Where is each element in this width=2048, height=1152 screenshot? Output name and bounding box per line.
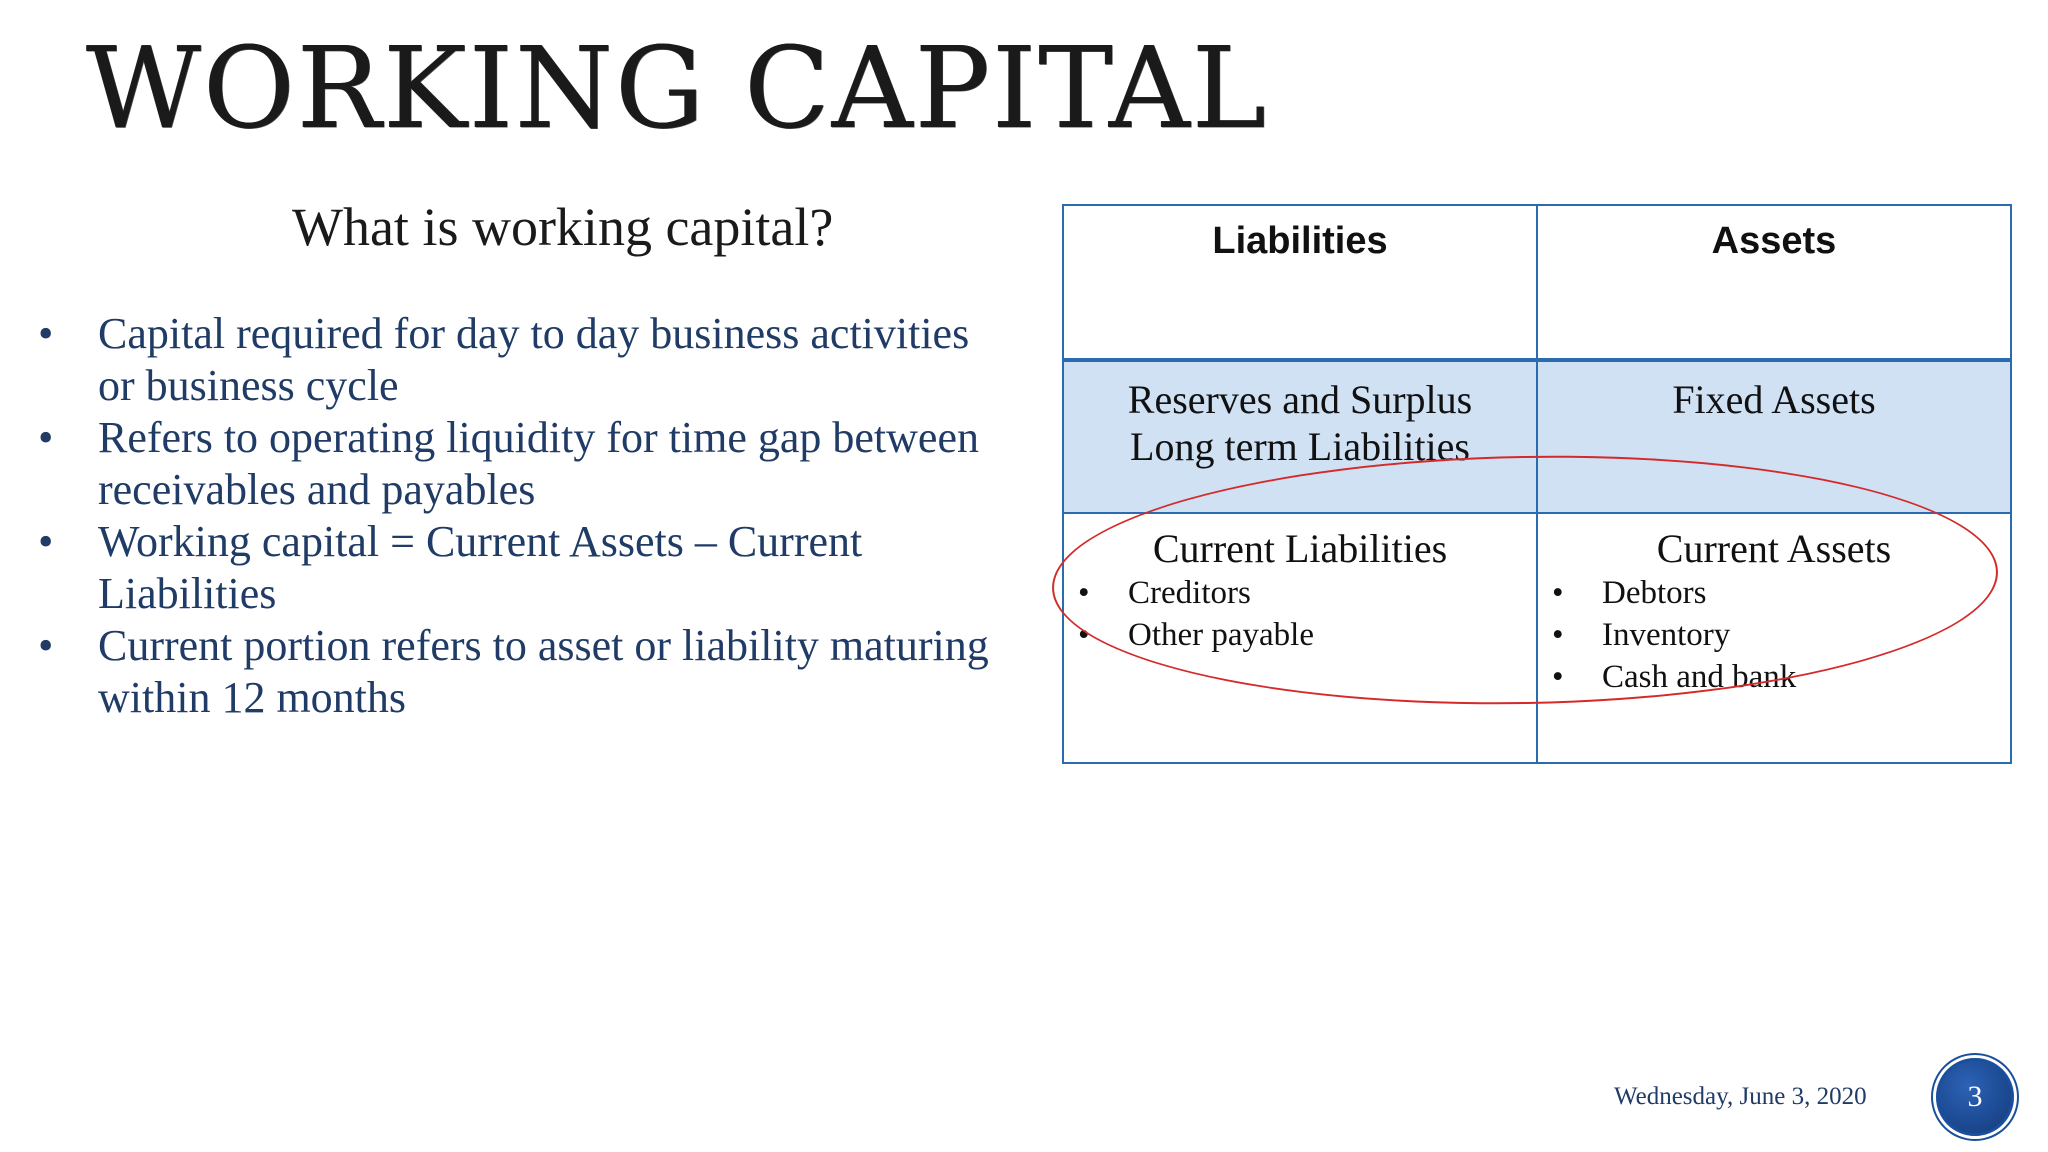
bullet-dot: • — [1078, 575, 1090, 611]
bullet-dot: • — [1552, 575, 1564, 611]
current-assets-list — [1538, 572, 2010, 698]
list-item — [1064, 614, 1536, 656]
bullet-dot: • — [38, 517, 54, 566]
bullet-item — [30, 516, 1010, 620]
table-row-current — [1063, 513, 2011, 763]
current-liabilities-list — [1064, 572, 1536, 656]
bullet-dot: • — [1552, 659, 1564, 695]
page-title: WORKING CAPITAL — [86, 24, 1269, 154]
long-term-liabilities-label: Long term Liabilities — [1130, 424, 1470, 469]
page-number-badge — [1936, 1058, 2014, 1136]
current-liabilities-title: Current Liabilities — [1152, 526, 1448, 571]
bullet-text: Working capital = Current Assets – Current Liabilities — [98, 517, 863, 618]
footer-date: Wednesday, June 3, 2020 — [1614, 1083, 1867, 1110]
list-item-text: Inventory — [1602, 617, 1731, 653]
list-item-text: Cash and bank — [1602, 659, 1797, 695]
header-liabilities: Liabilities — [1063, 205, 1537, 360]
page-number: 3 — [1967, 1080, 1983, 1113]
cell-fixed-assets — [1537, 360, 2011, 513]
list-item — [1538, 656, 2010, 698]
bullet-item — [30, 620, 1010, 724]
list-item-text: Other payable — [1128, 617, 1314, 653]
bullet-dot: • — [38, 621, 54, 670]
bullet-text: Current portion refers to asset or liability maturing within 12 months — [98, 621, 989, 722]
reserves-and-surplus-label: Reserves and Surplus — [1127, 377, 1473, 422]
current-assets-title: Current Assets — [1656, 526, 1892, 571]
cell-current-liabilities — [1063, 513, 1537, 763]
slide-question: What is working capital? — [292, 197, 834, 257]
cell-long-term-liabilities — [1063, 360, 1537, 513]
list-item-text: Creditors — [1128, 575, 1251, 611]
list-item — [1538, 572, 2010, 614]
bullet-dot: • — [1552, 617, 1564, 653]
balance-sheet-table — [1062, 204, 2012, 764]
table-row-fixed — [1063, 360, 2011, 513]
cell-current-assets — [1537, 513, 2011, 763]
bullet-dot: • — [1078, 617, 1090, 653]
bullet-item — [30, 308, 1010, 412]
list-item — [1064, 572, 1536, 614]
table-header-row — [1063, 205, 2011, 360]
bullet-dot: • — [38, 413, 54, 462]
bullet-item — [30, 412, 1010, 516]
bullet-dot: • — [38, 309, 54, 358]
fixed-assets-label: Fixed Assets — [1672, 377, 1876, 422]
bullet-text: Refers to operating liquidity for time gap between receivables and payables — [98, 413, 979, 514]
bullet-list — [30, 308, 1010, 724]
header-assets: Assets — [1537, 205, 2011, 360]
bullet-text: Capital required for day to day business activities or business cycle — [98, 309, 970, 410]
list-item-text: Debtors — [1602, 575, 1707, 611]
list-item — [1538, 614, 2010, 656]
